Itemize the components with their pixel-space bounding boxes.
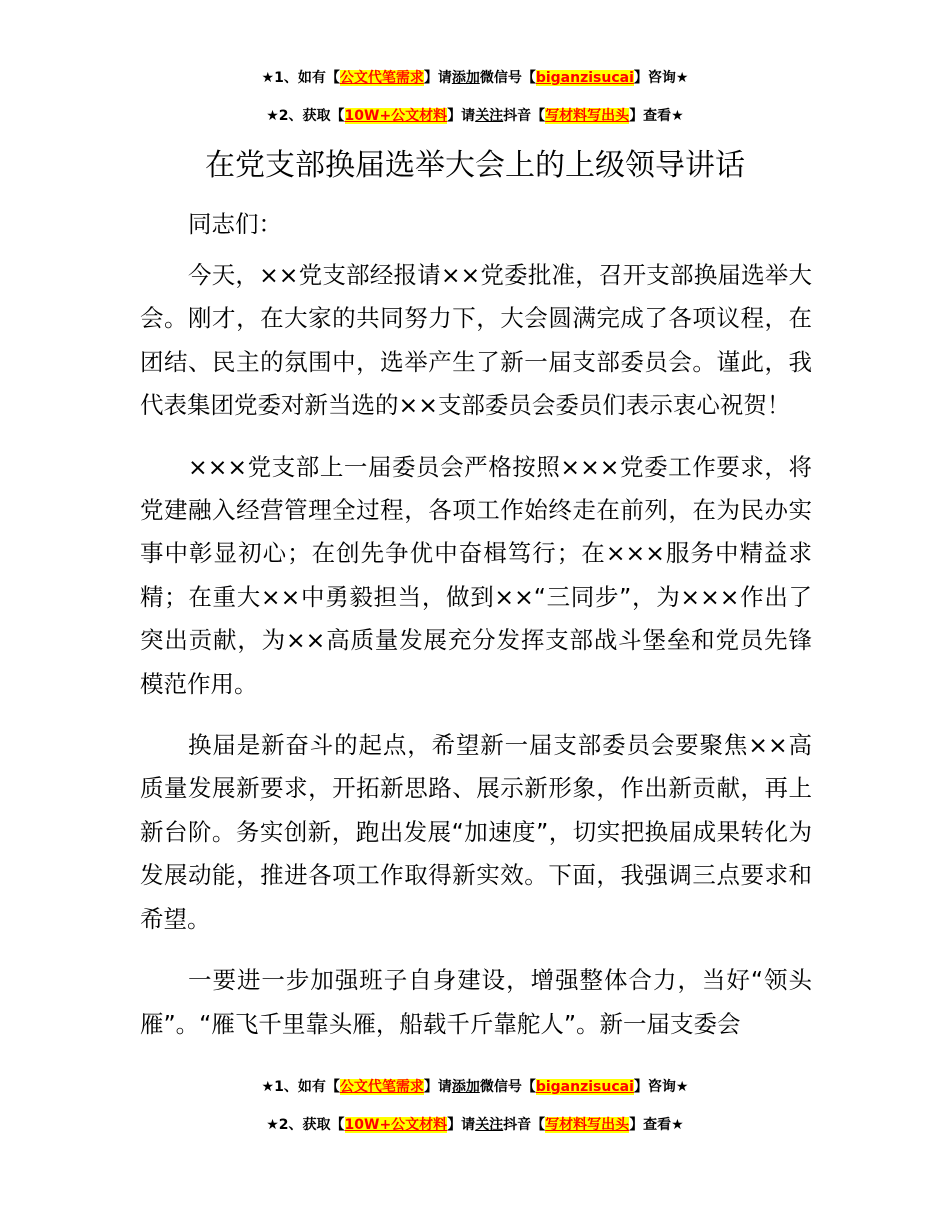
banner-text: 】请 (447, 1117, 476, 1133)
banner-prefix: ★2、获取【 (266, 108, 345, 124)
header-banner-line-1 (0, 68, 950, 88)
header-banner-line-2 (0, 106, 950, 126)
banner-underlined-text: 添加 (451, 70, 480, 86)
paragraph: 换届是新奋斗的起点，希望新一届支部委员会要聚焦××高质量发展新要求，开拓新思路、展示新形象，作出新贡献，再上新台阶。务实创新，跑出发展“加速度”，切实把换届成果转化为发展动能，推进各项工作取得新实效。下面，我强调三点要求和希望。 (140, 731, 812, 933)
banner-underlined-text: 关注 (475, 108, 504, 124)
banner-highlight-douyin-account: 写材料写出头 (545, 108, 630, 124)
paragraph: 一要进一步加强班子自身建设，增强整体合力，当好“领头雁”。“雁飞千里靠头雁，船载千斤靠舵人”。新一届支委会 (140, 966, 812, 1038)
banner-text: 微信号【 (479, 70, 536, 86)
banner-prefix: ★2、获取【 (266, 1117, 345, 1133)
banner-text: 】请 (423, 1079, 452, 1095)
banner-suffix: 】咨询★ (633, 1079, 689, 1095)
banner-highlight-materials: 10W+公文材料 (344, 108, 448, 124)
footer-banner-line-1 (0, 1077, 950, 1097)
banner-underlined-text: 关注 (475, 1117, 504, 1133)
banner-text: 】请 (447, 108, 476, 124)
footer-banner-line-2 (0, 1115, 950, 1135)
banner-text: 抖音【 (503, 108, 546, 124)
document-title: 在党支部换届选举大会上的上级领导讲话 (205, 148, 745, 183)
banner-highlight-wechat-id: biganzisucai (535, 70, 634, 86)
banner-prefix: ★1、如有【 (261, 70, 340, 86)
banner-prefix: ★1、如有【 (261, 1079, 340, 1095)
banner-highlight-materials: 10W+公文材料 (344, 1117, 448, 1133)
banner-underlined-text: 添加 (451, 1079, 480, 1095)
banner-text: 】请 (423, 70, 452, 86)
banner-highlight-service: 公文代笔需求 (339, 70, 424, 86)
banner-suffix: 】查看★ (629, 108, 684, 124)
paragraph: ×××党支部上一届委员会严格按照×××党委工作要求，将党建融入经营管理全过程，各项工作始终走在前列，在为民办实事中彰显初心；在创先争优中奋楫笃行；在×××服务中精益求精；在重大××中勇毅担当，做到××“三同步”，为×××作出了突出贡献，为××高质量发展充分发挥支部战斗堡垒和党员先锋模范作用。 (140, 452, 812, 698)
banner-highlight-service: 公文代笔需求 (339, 1079, 424, 1095)
banner-text: 抖音【 (503, 1117, 546, 1133)
salutation: 同志们： (188, 210, 282, 238)
banner-suffix: 】查看★ (629, 1117, 684, 1133)
banner-suffix: 】咨询★ (633, 70, 689, 86)
paragraph: 今天，××党支部经报请××党委批准，召开支部换届选举大会。刚才，在大家的共同努力下，大会圆满完成了各项议程，在团结、民主的氛围中，选举产生了新一届支部委员会。谨此，我代表集团党委对新当选的××支部委员会委员们表示衷心祝贺！ (140, 261, 812, 420)
banner-highlight-wechat-id: biganzisucai (535, 1079, 634, 1095)
banner-text: 微信号【 (479, 1079, 536, 1095)
document-body (140, 254, 812, 1046)
banner-highlight-douyin-account: 写材料写出头 (545, 1117, 630, 1133)
